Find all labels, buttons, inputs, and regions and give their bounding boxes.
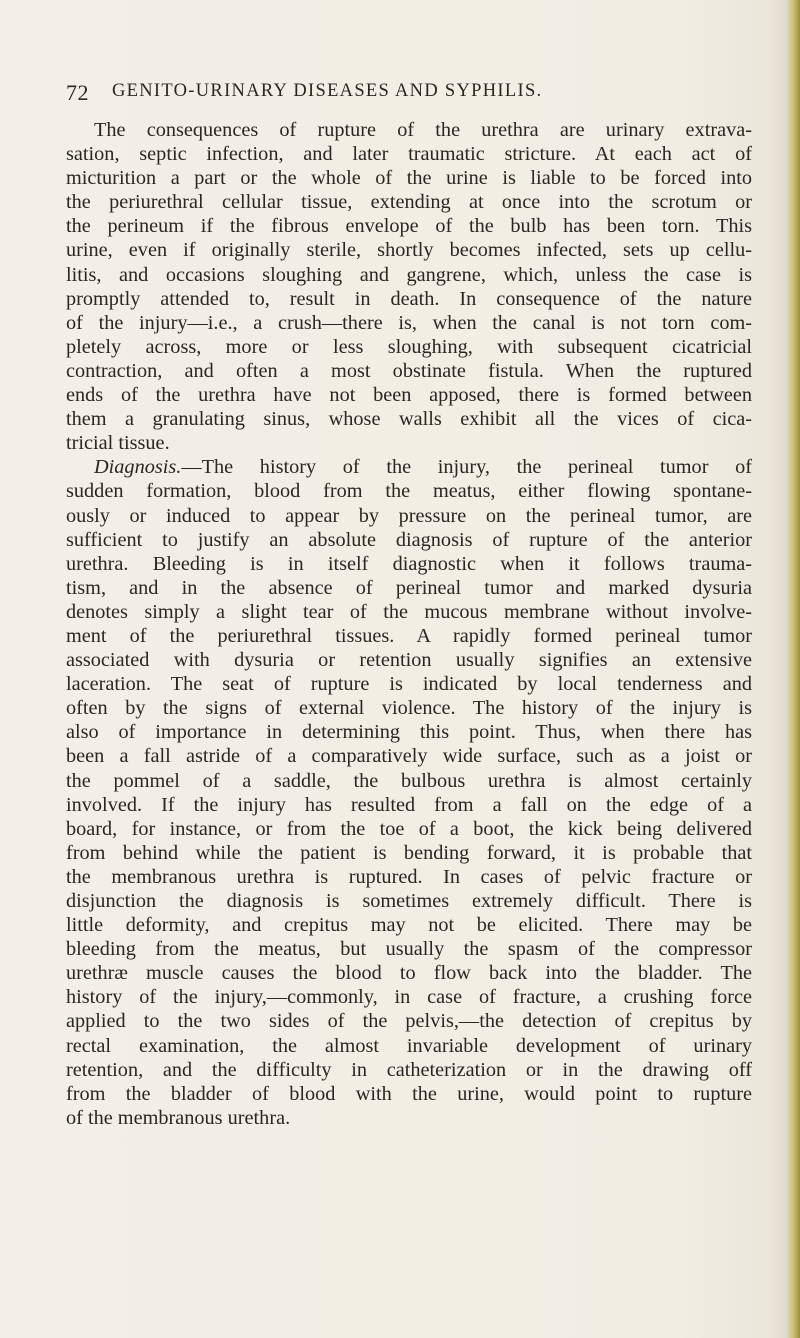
running-title: GENITO-URINARY DISEASES AND SYPHILIS.: [112, 81, 543, 101]
text-line: tism, and in the absence of perineal tumor and marked dysuria: [66, 576, 752, 599]
text-line-rest: —The history of the injury, the perineal tumor of: [181, 456, 752, 479]
text-line: involved. If the injury has resulted from a fall on the edge of a: [66, 793, 752, 816]
text-line: sation, septic infection, and later traumatic stricture. At each act of: [66, 143, 752, 166]
text-line: often by the signs of external violence. The history of the injury is: [66, 697, 752, 720]
text-line: litis, and occasions sloughing and gangrene, which, unless the case is: [66, 263, 752, 286]
text-line: been a fall astride of a comparatively wide surface, such as a joist or: [66, 745, 752, 768]
text-line: associated with dysuria or retention usually signifies an extensive: [66, 649, 752, 672]
text-line: from the bladder of blood with the urine, would point to rupture: [66, 1082, 752, 1105]
text-line: board, for instance, or from the toe of a boot, the kick being delivered: [66, 817, 752, 840]
text-line: little deformity, and crepitus may not be elicited. There may be: [66, 914, 752, 937]
page-number: 72: [66, 80, 89, 105]
text-line: history of the injury,—commonly, in case of fracture, a crushing force: [66, 986, 752, 1009]
text-line: urethræ muscle causes the blood to flow back into the bladder. The: [66, 962, 752, 985]
text-line: of the injury—i.e., a crush—there is, when the canal is not torn com-: [66, 311, 752, 334]
diagnosis-heading: Diagnosis.: [94, 456, 182, 479]
running-header: [66, 80, 756, 108]
text-line: applied to the two sides of the pelvis,—the detection of crepitus by: [66, 1010, 752, 1033]
text-line: from behind while the patient is bending forward, it is probable that: [66, 841, 752, 864]
text-line: the membranous urethra is ruptured. In cases of pelvic fracture or: [66, 865, 752, 888]
text-line: laceration. The seat of rupture is indicated by local tenderness and: [66, 673, 752, 696]
text-line: them a granulating sinus, whose walls exhibit all the vices of cica-: [66, 408, 752, 431]
text-line: tricial tissue.: [66, 432, 170, 455]
page-edge-shadow: [786, 0, 800, 1338]
text-line: of the membranous urethra.: [66, 1106, 291, 1129]
text-line: ment of the periurethral tissues. A rapidly formed perineal tumor: [66, 624, 752, 647]
text-line: contraction, and often a most obstinate fistula. When the ruptured: [66, 359, 752, 382]
text-line: denotes simply a slight tear of the mucous membrane without involve-: [66, 600, 752, 623]
text-line: also of importance in determining this point. Thus, when there has: [66, 721, 752, 744]
body-text: [66, 118, 752, 1130]
text-line: pletely across, more or less sloughing, with subsequent cicatricial: [66, 335, 752, 358]
text-line: sudden formation, blood from the meatus, either flowing spontane-: [66, 480, 752, 503]
text-line: rectal examination, the almost invariable development of urinary: [66, 1034, 752, 1057]
text-line: urine, even if originally sterile, shortly becomes infected, sets up cellu-: [66, 239, 752, 262]
diagnosis-first-line: [66, 455, 752, 479]
text-line: the perineum if the fibrous envelope of the bulb has been torn. This: [66, 215, 752, 238]
paragraph-consequences: [66, 118, 752, 455]
text-line: ously or induced to appear by pressure on the perineal tumor, are: [66, 504, 752, 527]
text-line: promptly attended to, result in death. In consequence of the nature: [66, 287, 752, 310]
text-line: sufficient to justify an absolute diagnosis of rupture of the anterior: [66, 528, 752, 551]
paragraph-diagnosis: [66, 455, 752, 1130]
text-line: disjunction the diagnosis is sometimes extremely difficult. There is: [66, 890, 752, 912]
text-line: ends of the urethra have not been apposed, there is formed between: [66, 384, 752, 407]
text-line: The consequences of rupture of the urethra are urinary extrava-: [94, 119, 752, 141]
text-line: retention, and the difficulty in catheterization or in the drawing off: [66, 1058, 752, 1081]
text-line: bleeding from the meatus, but usually the spasm of the compressor: [66, 938, 752, 961]
text-line: urethra. Bleeding is in itself diagnostic when it follows trauma-: [66, 552, 752, 575]
text-line: micturition a part or the whole of the urine is liable to be forced into: [66, 167, 752, 190]
text-line: the periurethral cellular tissue, extending at once into the scrotum or: [66, 191, 752, 214]
text-line: the pommel of a saddle, the bulbous urethra is almost certainly: [66, 769, 752, 792]
